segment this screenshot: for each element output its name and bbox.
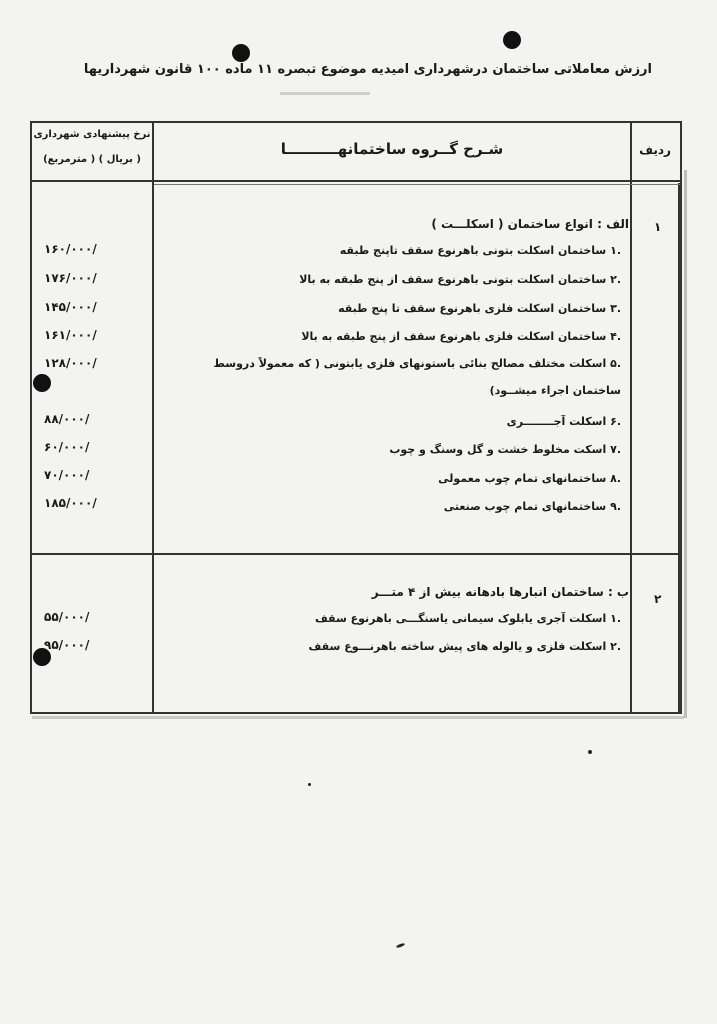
scan-speck xyxy=(396,943,405,949)
header-divider xyxy=(32,180,680,182)
section-heading: الف : انواع ساختمان ( اسکلـــت ) xyxy=(431,217,629,231)
row-divider xyxy=(32,553,680,555)
column-header-rate: نرخ پیشنهادی شهرداری xyxy=(33,129,151,140)
row-number: ۱ xyxy=(654,220,662,234)
rate-value: ۷۰/۰۰۰/ xyxy=(44,468,90,482)
list-item: .۶ اسکلت آجــــــــری xyxy=(506,415,621,428)
column-divider xyxy=(678,183,680,712)
punch-hole xyxy=(503,31,521,49)
rate-value: ۹۵/۰۰۰/ xyxy=(44,638,90,652)
header-divider xyxy=(154,184,680,185)
list-item: .۹ ساختمانهای تمام چوب صنعتی xyxy=(443,500,621,513)
column-header-description: شـرح گــروه ساختمانهــــــــــا xyxy=(280,140,504,158)
scan-shadow xyxy=(32,716,684,719)
rate-value: ۸۸/۰۰۰/ xyxy=(44,412,90,426)
list-item: .۵ اسکلت مختلف مصالح بنائی باستونهای فلزی یابتونی ( که معمولاً دروسط xyxy=(213,357,621,370)
list-item: .۱ ساختمان اسکلت بتونی باهرنوع سقف تاپنج طبقه xyxy=(339,244,621,257)
scan-speck xyxy=(308,783,311,786)
list-item: .۸ ساختمانهای تمام چوب معمولی xyxy=(438,472,621,485)
row-number: ۲ xyxy=(654,592,662,606)
list-item-continuation: ساختمان اجراء میشــود) xyxy=(489,384,621,397)
list-item: .۴ ساختمان اسکلت فلزی باهرنوع سقف از پنج طبقه به بالا xyxy=(301,330,621,343)
rate-value: ۱۲۸/۰۰۰/ xyxy=(44,356,97,370)
list-item: .۷ اسکت مخلوط خشت و گل وسنگ و چوب xyxy=(389,443,621,456)
scan-smudge xyxy=(280,92,370,95)
column-header-rate-unit: ( بریال ) ( مترمربع) xyxy=(43,154,141,165)
section-heading: ب : ساختمان انبارها بادهانه بیش از ۴ متـــر xyxy=(371,585,629,599)
rate-value: ۱۸۵/۰۰۰/ xyxy=(44,496,97,510)
punch-hole xyxy=(232,44,250,62)
scan-speck xyxy=(588,750,592,754)
rate-value: ۶۰/۰۰۰/ xyxy=(44,440,90,454)
list-item: .۲ ساختمان اسکلت بتونی باهرنوع سقف از پنج طبقه به بالا xyxy=(299,273,621,286)
rate-value: ۱۴۵/۰۰۰/ xyxy=(44,300,97,314)
rate-value: ۱۶۰/۰۰۰/ xyxy=(44,242,97,256)
column-header-radif: ردیف xyxy=(639,143,671,157)
rate-value: ۱۷۶/۰۰۰/ xyxy=(44,271,97,285)
scan-shadow xyxy=(684,170,687,718)
list-item: .۳ ساختمان اسکلت فلزی باهرنوع سقف تا پنج طبقه xyxy=(338,302,621,315)
rate-value: ۵۵/۰۰۰/ xyxy=(44,610,90,624)
document-title: ارزش معاملاتی ساختمان درشهرداری امیدیه موضوع تبصره ۱۱ ماده ۱۰۰ قانون شهرداریها xyxy=(83,62,652,77)
list-item: .۲ اسکلت فلزی و یالوله های پیش ساخته باهرنـــوع سقف xyxy=(308,640,621,653)
list-item: .۱ اسکلت آجری یابلوک سیمانی یاسنگـــی باهرنوع سقف xyxy=(314,612,621,625)
rate-value: ۱۶۱/۰۰۰/ xyxy=(44,328,97,342)
column-divider xyxy=(630,123,632,712)
